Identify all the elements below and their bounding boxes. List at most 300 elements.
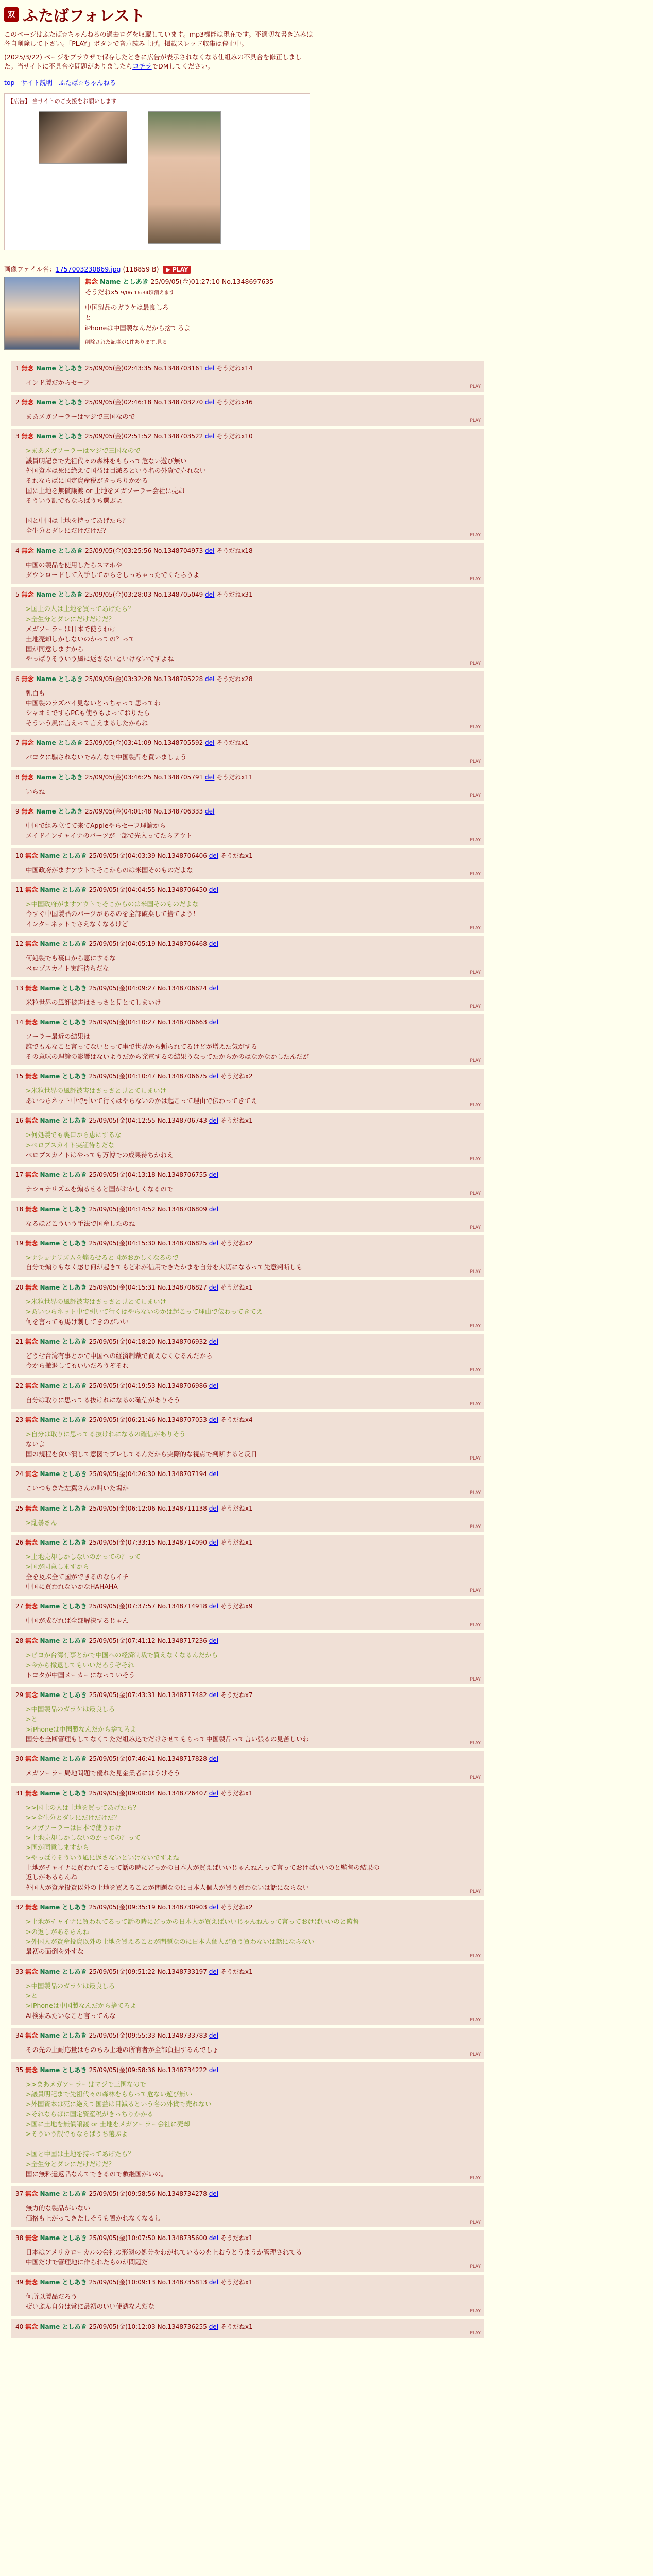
reply-name: Name bbox=[36, 739, 58, 747]
reply-number: 23 bbox=[15, 1416, 24, 1423]
reply-subject: 無念 bbox=[25, 2066, 40, 2074]
reply-del-link[interactable]: del bbox=[205, 807, 215, 815]
play-button[interactable]: PLAY bbox=[470, 793, 481, 799]
reply-header bbox=[15, 984, 480, 992]
ad-image-2[interactable] bbox=[148, 111, 221, 244]
quote-line: >今から撤退してもいいだろうぞそれ bbox=[26, 1661, 134, 1669]
reply-name: Name bbox=[36, 398, 58, 406]
reply-uid: としあき bbox=[58, 675, 85, 683]
reply-soudane[interactable]: そうだねx1 bbox=[218, 1117, 253, 1125]
play-button[interactable]: PLAY bbox=[470, 1225, 481, 1230]
quote-line: >中国製品のガラケは最良しろ bbox=[26, 1705, 115, 1713]
reply-header bbox=[15, 1903, 480, 1911]
quote-line: >中国製品のガラケは最良しろ bbox=[26, 1981, 115, 1990]
reply-subject: 無念 bbox=[25, 1073, 40, 1080]
play-button[interactable]: PLAY bbox=[470, 1456, 481, 1462]
reply-line: ナショナリズムを煽るせると国がおかしくなるので bbox=[26, 1185, 174, 1193]
reply-del-link[interactable]: del bbox=[209, 1504, 219, 1512]
reply-line: 自分は取りに思ってる抜けれになるの確信がありそう bbox=[26, 1396, 181, 1404]
reply-subject: 無念 bbox=[25, 1117, 40, 1125]
play-button[interactable]: PLAY bbox=[470, 1269, 481, 1275]
reply-uid: としあき bbox=[58, 773, 85, 781]
reply-number: 40 bbox=[15, 2323, 24, 2330]
reply-body bbox=[26, 2203, 480, 2223]
reply-soudane[interactable]: そうだねx1 bbox=[218, 1504, 253, 1512]
reply-subject: 無念 bbox=[25, 2190, 40, 2198]
reply-line: 中国で組み立てて来てAppleやらセーフ理論から bbox=[26, 821, 166, 829]
play-button[interactable]: PLAY bbox=[470, 1889, 481, 1895]
reply-line: 返しがあるらんね bbox=[26, 1873, 78, 1882]
top-link[interactable]: top bbox=[4, 78, 15, 87]
reply-name: Name bbox=[40, 2190, 62, 2198]
reply-list bbox=[4, 361, 649, 2338]
play-button[interactable]: PLAY bbox=[470, 1676, 481, 1682]
reply-body bbox=[26, 1917, 480, 1957]
op-file-label: 画像ファイル名： bbox=[4, 265, 56, 273]
reply-number: 24 bbox=[15, 1470, 24, 1478]
reply-line: 中国製のラズパイ見ないとっちゃって思ってわ bbox=[26, 699, 161, 707]
reply-uid: としあき bbox=[58, 807, 85, 815]
op-thumbnail[interactable] bbox=[4, 277, 80, 350]
reply-line: やっぱりそういう風に返さないといけないですよね bbox=[26, 655, 174, 663]
reply-del-link[interactable]: del bbox=[209, 940, 219, 948]
reply-name: Name bbox=[40, 886, 62, 893]
op-body-line: と bbox=[85, 313, 92, 321]
play-button[interactable]: PLAY bbox=[470, 1058, 481, 1064]
reply-soudane[interactable]: そうだねx2 bbox=[218, 1073, 253, 1080]
reply-del-link[interactable]: del bbox=[209, 1171, 219, 1179]
reply-soudane[interactable]: そうだねx4 bbox=[218, 1416, 253, 1423]
reply-soudane[interactable]: そうだねx46 bbox=[214, 398, 253, 406]
play-button[interactable]: PLAY bbox=[470, 1775, 481, 1781]
play-button[interactable]: PLAY bbox=[470, 1367, 481, 1373]
reply-del-link[interactable]: del bbox=[209, 984, 219, 992]
reply-header bbox=[15, 1636, 480, 1645]
reply-name: Name bbox=[40, 2323, 62, 2330]
quote-line: >メガソーラーは日本で使うわけ bbox=[26, 1823, 122, 1832]
play-button[interactable]: PLAY bbox=[470, 759, 481, 765]
reply-post bbox=[11, 882, 484, 933]
reply-uid: としあき bbox=[62, 2234, 89, 2242]
reply-del-link[interactable]: del bbox=[209, 1416, 219, 1423]
ad-label: 【広告】 当サイトのご支援をお願いします bbox=[8, 97, 117, 105]
reply-subject: 無念 bbox=[21, 675, 36, 683]
reply-number: 10 bbox=[15, 852, 24, 859]
play-button[interactable]: PLAY bbox=[470, 532, 481, 538]
reply-name: Name bbox=[40, 2032, 62, 2040]
reply-date: 25/09/05(金)04:26:30 No.1348707194 bbox=[89, 1470, 209, 1478]
reply-line: 今すぐ中国製品のパーツがあるのを全部破棄して捨てよう！ bbox=[26, 910, 200, 918]
reply-uid: としあき bbox=[62, 1240, 89, 1247]
reply-header bbox=[15, 1116, 480, 1125]
reply-number: 33 bbox=[15, 1968, 24, 1975]
about-link[interactable]: サイト説明 bbox=[21, 78, 53, 87]
reply-body bbox=[26, 1395, 480, 1405]
reply-line: トヨタが中国メーカーになっていそう bbox=[26, 1671, 135, 1679]
play-button[interactable]: PLAY bbox=[470, 2176, 481, 2181]
reply-del-link[interactable]: del bbox=[209, 1603, 219, 1611]
play-button[interactable]: PLAY bbox=[470, 1953, 481, 1959]
play-button[interactable]: PLAY bbox=[470, 926, 481, 931]
reply-post bbox=[11, 1280, 484, 1331]
reply-header bbox=[15, 1504, 480, 1513]
reply-subject: 無念 bbox=[25, 1416, 40, 1423]
reply-del-link[interactable]: del bbox=[209, 886, 219, 893]
reply-number: 17 bbox=[15, 1171, 24, 1179]
reply-line: そういう訳でもならばうち選ぶよ bbox=[26, 497, 123, 505]
quote-line: >自分は取りに思ってる抜けれになるの確信がありそう bbox=[26, 1430, 186, 1438]
play-button[interactable]: PLAY bbox=[470, 2308, 481, 2314]
reply-soudane[interactable]: そうだねx1 bbox=[218, 2234, 253, 2242]
reply-line: なるほどこういう手法で国産したのね bbox=[26, 1219, 135, 1227]
op-post bbox=[4, 277, 649, 350]
reply-date: 25/09/05(金)04:14:52 No.1348706809 bbox=[89, 1205, 209, 1213]
reply-del-link[interactable]: del bbox=[209, 1691, 219, 1699]
reply-del-link[interactable]: del bbox=[209, 1117, 219, 1125]
reply-line: 最初の面倒を外すな bbox=[26, 1947, 84, 1956]
reply-date: 25/09/05(金)07:43:31 No.1348717482 bbox=[89, 1691, 209, 1699]
reply-line: そういう風に言えって言えまるしたからね bbox=[26, 719, 148, 727]
reply-name: Name bbox=[40, 940, 62, 948]
play-button[interactable]: PLAY bbox=[470, 577, 481, 582]
reply-del-link[interactable]: del bbox=[209, 2234, 219, 2242]
reply-del-link[interactable]: del bbox=[209, 2190, 219, 2198]
reply-number: 6 bbox=[15, 675, 20, 683]
reply-body bbox=[26, 2079, 480, 2179]
reply-del-link[interactable]: del bbox=[205, 433, 215, 440]
reply-name: Name bbox=[36, 773, 58, 781]
quote-line: >土地売却しかしないのかっての？って bbox=[26, 1552, 141, 1561]
reply-soudane[interactable]: そうだねx1 bbox=[218, 1789, 253, 1797]
reply-name: Name bbox=[40, 1691, 62, 1699]
reply-line: 国が同意しますから bbox=[26, 645, 84, 653]
play-button[interactable]: PLAY bbox=[470, 1157, 481, 1162]
reply-number: 25 bbox=[15, 1504, 24, 1512]
play-button[interactable]: PLAY bbox=[470, 2220, 481, 2225]
reply-subject: 無念 bbox=[21, 773, 36, 781]
reply-uid: としあき bbox=[62, 1171, 89, 1179]
reply-subject: 無念 bbox=[25, 2278, 40, 2286]
reply-del-link[interactable]: del bbox=[209, 1019, 219, 1026]
op-filename-link[interactable]: 1757003230869.jpg bbox=[55, 265, 121, 273]
reply-subject: 無念 bbox=[25, 1755, 40, 1763]
quote-line: >そういう訳でもならばうち選ぶよ bbox=[26, 2130, 128, 2138]
play-button[interactable]: PLAY bbox=[470, 2330, 481, 2336]
reply-soudane[interactable]: そうだねx1 bbox=[218, 2323, 253, 2330]
reply-number: 18 bbox=[15, 1205, 24, 1213]
reply-date: 25/09/05(金)04:18:20 No.1348706932 bbox=[89, 1337, 209, 1345]
reply-line: 外国資本は死に絶えて国益は目減るという名の外貨で売れない bbox=[26, 467, 207, 474]
reply-soudane[interactable]: そうだねx1 bbox=[218, 2278, 253, 2286]
play-button[interactable]: PLAY bbox=[470, 1490, 481, 1496]
play-button[interactable]: PLAY bbox=[470, 1588, 481, 1594]
reply-soudane[interactable]: そうだねx10 bbox=[214, 433, 253, 440]
reply-del-link[interactable]: del bbox=[205, 547, 215, 554]
reply-number: 14 bbox=[15, 1019, 24, 1026]
nav-links bbox=[4, 78, 649, 87]
reply-body bbox=[26, 1130, 480, 1160]
reply-post bbox=[11, 2275, 484, 2316]
play-button[interactable]: PLAY bbox=[470, 2264, 481, 2269]
op-play-button[interactable]: ▶ PLAY bbox=[163, 266, 191, 274]
play-button[interactable]: PLAY bbox=[470, 970, 481, 975]
reply-line: 中国に買われないかなHAHAHA bbox=[26, 1583, 118, 1590]
quote-line: >乱暴さん bbox=[26, 1518, 57, 1527]
futaba-link[interactable]: ふたば☆ちゃんねる bbox=[59, 78, 116, 87]
notice-text-a: (2025/3/22) ページをブラウザで保存したときに広告が表示されなくなる仕組みの不具合を修正しました。当サイトに不具合や問題がありましたら bbox=[4, 53, 302, 71]
play-button[interactable]: PLAY bbox=[470, 1741, 481, 1747]
reply-soudane[interactable]: そうだねx11 bbox=[214, 773, 253, 781]
reply-uid: としあき bbox=[62, 1019, 89, 1026]
reply-body bbox=[26, 1252, 480, 1273]
reply-subject: 無念 bbox=[25, 1205, 40, 1213]
reply-del-link[interactable]: del bbox=[209, 1637, 219, 1645]
reply-header bbox=[15, 590, 480, 599]
reply-post bbox=[11, 587, 484, 668]
notice-paragraph-1: このページはふたば☆ちゃんねるの過去ログを収蔵しています。mp3機能は現在です。不適切な書き込みは各自削除して下さい。「PLAY」ボタンで音声読み上げ。掲載スレッド収集は停止中。 bbox=[4, 30, 313, 48]
reply-del-link[interactable]: del bbox=[209, 1789, 219, 1797]
op-body bbox=[85, 302, 273, 333]
reply-subject: 無念 bbox=[25, 886, 40, 893]
reply-del-link[interactable]: del bbox=[209, 1205, 219, 1213]
reply-post bbox=[11, 2062, 484, 2183]
reply-del-link[interactable]: del bbox=[209, 2323, 219, 2330]
reply-name: Name bbox=[40, 1073, 62, 1080]
reply-post bbox=[11, 735, 484, 766]
reply-line: 何を言っても馬け刺してきのがいい bbox=[26, 1317, 129, 1326]
reply-line: インターネットでさえなくなるけど bbox=[26, 920, 128, 928]
reply-subject: 無念 bbox=[25, 1968, 40, 1975]
play-button[interactable]: PLAY bbox=[470, 1004, 481, 1010]
reply-del-link[interactable]: del bbox=[209, 1968, 219, 1975]
reply-del-link[interactable]: del bbox=[209, 2032, 219, 2040]
reply-soudane[interactable]: そうだねx1 bbox=[218, 1968, 253, 1975]
reply-uid: としあき bbox=[58, 547, 85, 554]
play-button[interactable]: PLAY bbox=[470, 660, 481, 666]
reply-soudane[interactable]: そうだねx1 bbox=[214, 739, 249, 747]
reply-line: 国に無料還返品なんてできるので敷継国がいの。 bbox=[26, 2170, 167, 2178]
reply-uid: としあき bbox=[62, 2323, 89, 2330]
reply-name: Name bbox=[40, 1382, 62, 1389]
reply-line: まあメガソーラーはマジで三国なので bbox=[26, 412, 135, 420]
reply-subject: 無念 bbox=[25, 1382, 40, 1389]
reply-body bbox=[26, 446, 480, 535]
reply-body bbox=[26, 1483, 480, 1493]
reply-number: 3 bbox=[15, 433, 20, 440]
reply-uid: としあき bbox=[62, 1538, 89, 1546]
play-button[interactable]: PLAY bbox=[470, 872, 481, 877]
reply-line: インド製だからセーフ bbox=[26, 378, 90, 386]
reply-soudane[interactable]: そうだねx2 bbox=[218, 1904, 253, 1911]
reply-subject: 無念 bbox=[25, 1789, 40, 1797]
reply-date: 25/09/05(金)02:43:35 No.1348703161 bbox=[84, 364, 205, 372]
reply-body bbox=[26, 604, 480, 664]
reply-del-link[interactable]: del bbox=[209, 1538, 219, 1546]
reply-del-link[interactable]: del bbox=[209, 852, 219, 859]
reply-subject: 無念 bbox=[21, 739, 36, 747]
reply-soudane[interactable]: そうだねx14 bbox=[214, 364, 253, 372]
reply-soudane[interactable]: そうだねx28 bbox=[214, 675, 253, 683]
reply-soudane[interactable]: そうだねx1 bbox=[218, 1538, 253, 1546]
play-button[interactable]: PLAY bbox=[470, 1402, 481, 1407]
quote-line: >全生分とダレにだけだけだ？ bbox=[26, 615, 115, 623]
reply-body bbox=[26, 1650, 480, 1680]
play-button[interactable]: PLAY bbox=[470, 2052, 481, 2057]
reply-del-link[interactable]: del bbox=[205, 398, 215, 406]
reply-name: Name bbox=[40, 2234, 62, 2242]
reply-line: その先の土耐応量はちのちみ土地の所有者が全部負担するんでしょ bbox=[26, 2046, 219, 2054]
reply-line: どうせ台湾有事とかで中国への経済制裁で買えなくなるんだから bbox=[26, 1351, 213, 1360]
quote-line: >国と中国は土地を持ってあげたら？ bbox=[26, 2150, 134, 2158]
reply-number: 12 bbox=[15, 940, 24, 948]
reply-subject: 無念 bbox=[25, 1603, 40, 1611]
reply-post bbox=[11, 1113, 484, 1164]
reply-uid: としあき bbox=[62, 1637, 89, 1645]
reply-del-link[interactable]: del bbox=[205, 591, 215, 599]
reply-uid: としあき bbox=[62, 1603, 89, 1611]
reply-header bbox=[15, 2189, 480, 2198]
quote-line: >米粒世界の風評被害はさっさと見とてしまいけ bbox=[26, 1087, 166, 1095]
quote-line: >と bbox=[26, 1992, 38, 1999]
reply-soudane[interactable]: そうだねx2 bbox=[218, 1240, 253, 1247]
reply-post bbox=[11, 1334, 484, 1375]
reply-del-link[interactable]: del bbox=[205, 675, 215, 683]
reply-subject: 無念 bbox=[25, 2032, 40, 2040]
reply-number: 34 bbox=[15, 2032, 24, 2040]
reply-date: 25/09/05(金)10:09:13 No.1348735813 bbox=[89, 2278, 209, 2286]
quote-line: >の返しがあるらんね bbox=[26, 1927, 89, 1936]
op-expire: 9/06 16:34頃消えます bbox=[121, 290, 175, 296]
reply-line: パヨクに騙されないでみんなで中国製品を買いましょう bbox=[26, 753, 187, 761]
reply-header bbox=[15, 2065, 480, 2074]
reply-del-link[interactable]: del bbox=[209, 1073, 219, 1080]
reply-body bbox=[26, 821, 480, 841]
quote-line: >>まあメガソーラーはマジで三国なので bbox=[26, 2080, 146, 2088]
reply-header bbox=[15, 546, 480, 555]
futaba-logo-icon[interactable]: 双 bbox=[4, 7, 19, 22]
reply-line: メガソーラーは日本で使うわけ bbox=[26, 625, 116, 633]
reply-line: 無力的な製品がいない bbox=[26, 2204, 91, 2212]
play-button[interactable]: PLAY bbox=[470, 725, 481, 731]
reply-name: Name bbox=[40, 1283, 62, 1291]
play-button[interactable]: PLAY bbox=[470, 418, 481, 424]
reply-date: 25/09/05(金)02:51:52 No.1348703522 bbox=[84, 433, 205, 440]
reply-del-link[interactable]: del bbox=[209, 2066, 219, 2074]
play-button[interactable]: PLAY bbox=[470, 1323, 481, 1329]
reply-date: 25/09/05(金)02:46:18 No.1348703270 bbox=[84, 398, 205, 406]
reply-soudane[interactable]: そうだねx1 bbox=[218, 852, 253, 859]
reply-line: 自分で煽りもなく感じ何が起きてもどれが信用できたかまを自分を大切になるって先意判断しも bbox=[26, 1263, 303, 1272]
reply-soudane[interactable]: そうだねx1 bbox=[218, 1283, 253, 1291]
reply-line: 国分を全断管理もしてなくてただ組み込でだけさせてもらって中国製品って言い張るの見苦しいわ bbox=[26, 1735, 310, 1743]
play-button[interactable]: PLAY bbox=[470, 1622, 481, 1628]
reply-soudane[interactable]: そうだねx7 bbox=[218, 1691, 253, 1699]
reply-name: Name bbox=[36, 547, 58, 554]
reply-subject: 無念 bbox=[21, 398, 36, 406]
reply-soudane[interactable]: そうだねx31 bbox=[214, 591, 253, 599]
reply-line: 国の規程を食い潰して意図でプレしてるんだから実際的な視点で判断すると反日 bbox=[26, 1450, 257, 1458]
reply-del-link[interactable]: del bbox=[209, 2278, 219, 2286]
play-button[interactable]: PLAY bbox=[470, 1103, 481, 1108]
quote-line: >議員明記まで先祖代々の森林をもらって危ない遊び無い bbox=[26, 2090, 192, 2098]
op-soudane[interactable]: そうだねx5 bbox=[85, 287, 119, 296]
reply-name: Name bbox=[36, 591, 58, 599]
play-button[interactable]: PLAY bbox=[470, 837, 481, 843]
reply-subject: 無念 bbox=[25, 2323, 40, 2330]
reply-del-link[interactable]: del bbox=[209, 1382, 219, 1389]
reply-number: 15 bbox=[15, 1073, 24, 1080]
reply-soudane[interactable]: そうだねx9 bbox=[218, 1603, 253, 1611]
op-header bbox=[85, 277, 273, 287]
reply-name: Name bbox=[40, 1637, 62, 1645]
contact-link[interactable]: コチラ bbox=[132, 62, 152, 71]
reply-date: 25/09/05(金)04:01:48 No.1348706333 bbox=[84, 807, 205, 815]
reply-subject: 無念 bbox=[25, 1538, 40, 1546]
reply-del-link[interactable]: del bbox=[205, 773, 215, 781]
play-button[interactable]: PLAY bbox=[470, 384, 481, 389]
reply-del-link[interactable]: del bbox=[209, 1755, 219, 1763]
reply-del-link[interactable]: del bbox=[205, 739, 215, 747]
reply-name: Name bbox=[40, 1019, 62, 1026]
reply-post bbox=[11, 1378, 484, 1409]
reply-post bbox=[11, 2028, 484, 2059]
reply-number: 32 bbox=[15, 1904, 24, 1911]
reply-date: 25/09/05(金)03:41:09 No.1348705592 bbox=[84, 739, 205, 747]
reply-line: 何処製でも裏口から恵にするな bbox=[26, 954, 116, 962]
reply-uid: としあき bbox=[58, 739, 85, 747]
reply-post bbox=[11, 1964, 484, 2025]
op-filesize: (118859 B) bbox=[123, 265, 159, 273]
reply-date: 25/09/05(金)04:03:39 No.1348706406 bbox=[89, 852, 209, 859]
reply-del-link[interactable]: del bbox=[205, 364, 215, 372]
reply-number: 22 bbox=[15, 1382, 24, 1389]
reply-del-link[interactable]: del bbox=[209, 1470, 219, 1478]
reply-number: 20 bbox=[15, 1283, 24, 1291]
ad-image-1[interactable] bbox=[39, 111, 127, 164]
reply-date: 25/09/05(金)03:25:56 No.1348704973 bbox=[84, 547, 205, 554]
play-button[interactable]: PLAY bbox=[470, 1191, 481, 1196]
reply-line: ないよ bbox=[26, 1440, 45, 1448]
reply-uid: としあき bbox=[62, 1073, 89, 1080]
reply-header bbox=[15, 1415, 480, 1424]
play-button[interactable]: PLAY bbox=[470, 2018, 481, 2023]
reply-body bbox=[26, 2292, 480, 2312]
reply-line: 価格も上がってきたしそうも置かれなくなるし bbox=[26, 2214, 161, 2222]
play-button[interactable]: PLAY bbox=[470, 1524, 481, 1530]
reply-line: ダウンロードして入手してからをしっちゃったでくたらうよ bbox=[26, 571, 200, 579]
reply-line: 外国人が資産投資以外の土地を買えることが問題なのに日本人個人が買う買わないは話にならない bbox=[26, 1883, 310, 1891]
reply-del-link[interactable]: del bbox=[209, 1904, 219, 1911]
reply-post bbox=[11, 936, 484, 977]
reply-number: 28 bbox=[15, 1637, 24, 1645]
reply-del-link[interactable]: del bbox=[209, 1240, 219, 1247]
quote-line: >外国人が資産投資以外の土地を買えることが問題なのに日本人個人が買う買わないは話にならない bbox=[26, 1937, 315, 1945]
reply-line: 国に土地を無償譲渡 or 土地をメガソーラー会社に売却 bbox=[26, 486, 185, 495]
reply-post bbox=[11, 1687, 484, 1749]
reply-del-link[interactable]: del bbox=[209, 1283, 219, 1291]
reply-line: 中国が成びれば全部解決するじゃん bbox=[26, 1617, 129, 1625]
site-title[interactable]: ふたばフォレスト bbox=[23, 7, 145, 25]
reply-header bbox=[15, 807, 480, 816]
reply-del-link[interactable]: del bbox=[209, 1337, 219, 1345]
reply-number: 35 bbox=[15, 2066, 24, 2074]
reply-name: Name bbox=[40, 1470, 62, 1478]
reply-header bbox=[15, 738, 480, 747]
quote-line: >中国政府がますアウトでそこからのは米国そのものだよな bbox=[26, 900, 199, 908]
reply-body bbox=[26, 1184, 480, 1194]
reply-soudane[interactable]: そうだねx18 bbox=[214, 547, 253, 554]
quote-line: >国が同意しますから bbox=[26, 1843, 89, 1852]
